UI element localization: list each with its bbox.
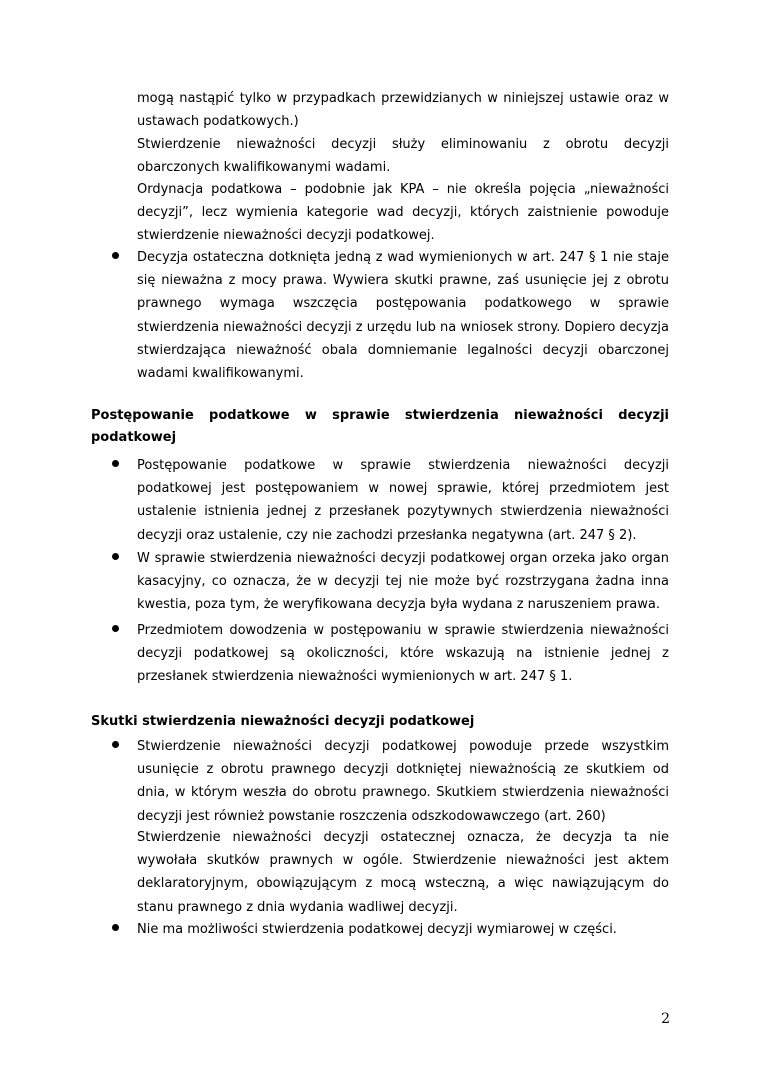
section-heading-procedure: Postępowanie podatkowe w sprawie stwierdzenia nieważności decyzji podatkowej bbox=[91, 408, 669, 445]
bullet-final-decision: Decyzja ostateczna dotknięta jedną z wad wymienionych w art. 247 § 1 nie staje się nieważna z mocy prawa. Wywiera skutki prawne, zaś usunięcie jej z obrotu prawnego wymaga wszczęcia postępowania podatkowego w sprawie stwierdzenia nieważności decyzji z urzędu lub na wniosek strony. Dopiero decyzja stwierdzająca nieważność obala domniemanie legalności decyzji obarczonej wadami kwalifikowanymi. bbox=[137, 250, 669, 382]
list-item: W sprawie stwierdzenia nieważności decyzji podatkowej organ orzeka jako organ kasacyjny, co oznacza, że w decyzji tej nie może być rozstrzygana żadna inna kwestia, poza tym, że weryfikowana decyzja była wydana z naruszeniem prawa. bbox=[137, 551, 669, 613]
paragraph-declaratory: Stwierdzenie nieważności decyzji ostatecznej oznacza, że decyzja ta nie wywołała skutków prawnych w ogóle. Stwierdzenie nieważności jest aktem deklaratoryjnym, obowiązującym z mocą wsteczną, a więc nawiązującym do stanu prawnego z dnia wydania wadliwej decyzji. bbox=[137, 830, 669, 915]
bullet-dot bbox=[112, 553, 119, 560]
bullet-no-partial: Nie ma możliwości stwierdzenia podatkowej decyzji wymiarowej w części. bbox=[137, 922, 617, 937]
paragraph-eliminate: Stwierdzenie nieważności decyzji służy eliminowaniu z obrotu decyzji obarczonych kwalifikowanymi wadami. bbox=[137, 137, 669, 176]
bullet-effects-main: Stwierdzenie nieważności decyzji podatkowej powoduje przede wszystkim usunięcie z obrotu prawnego decyzji dotkniętej nieważnością ze skutkiem od dnia, w którym weszła do obrotu prawnego. Skutkiem stwierdzenia nieważności decyzji jest również powstanie roszczenia odszkodowawczego (art. 260) bbox=[137, 739, 669, 824]
bullet-dot bbox=[112, 924, 119, 931]
bullet-dot bbox=[112, 460, 119, 467]
bullet-dot bbox=[112, 625, 119, 632]
paragraph-ordynacja: Ordynacja podatkowa – podobnie jak KPA – nie określa pojęcia „nieważności decyzji”, lecz wymienia kategorie wad decyzji, których zaistnienie powoduje stwierdzenie nieważności decyzji podatkowej. bbox=[137, 182, 669, 244]
paragraph-continuation: mogą nastąpić tylko w przypadkach przewidzianych w niniejszej ustawie oraz w ustawach podatkowych.) bbox=[137, 91, 669, 130]
list-item: Postępowanie podatkowe w sprawie stwierdzenia nieważności decyzji podatkowej jest postępowaniem w nowej sprawie, której przedmiotem jest ustalenie istnienia jednej z przesłanek pozytywnych stwierdzenia nieważności decyzji oraz ustalenie, czy nie zachodzi przesłanka negatywna (art. 247 § 2). bbox=[137, 458, 669, 543]
section-heading-effects: Skutki stwierdzenia nieważności decyzji podatkowej bbox=[91, 714, 475, 729]
bullet-dot bbox=[112, 741, 119, 748]
bullet-dot bbox=[112, 252, 119, 259]
page-number: 2 bbox=[661, 1011, 670, 1027]
list-item: Przedmiotem dowodzenia w postępowaniu w sprawie stwierdzenia nieważności decyzji podatkowej są okoliczności, które wskazują na istnienie jednej z przesłanek stwierdzenia nieważności wymienionych w art. 247 § 1. bbox=[137, 623, 669, 685]
